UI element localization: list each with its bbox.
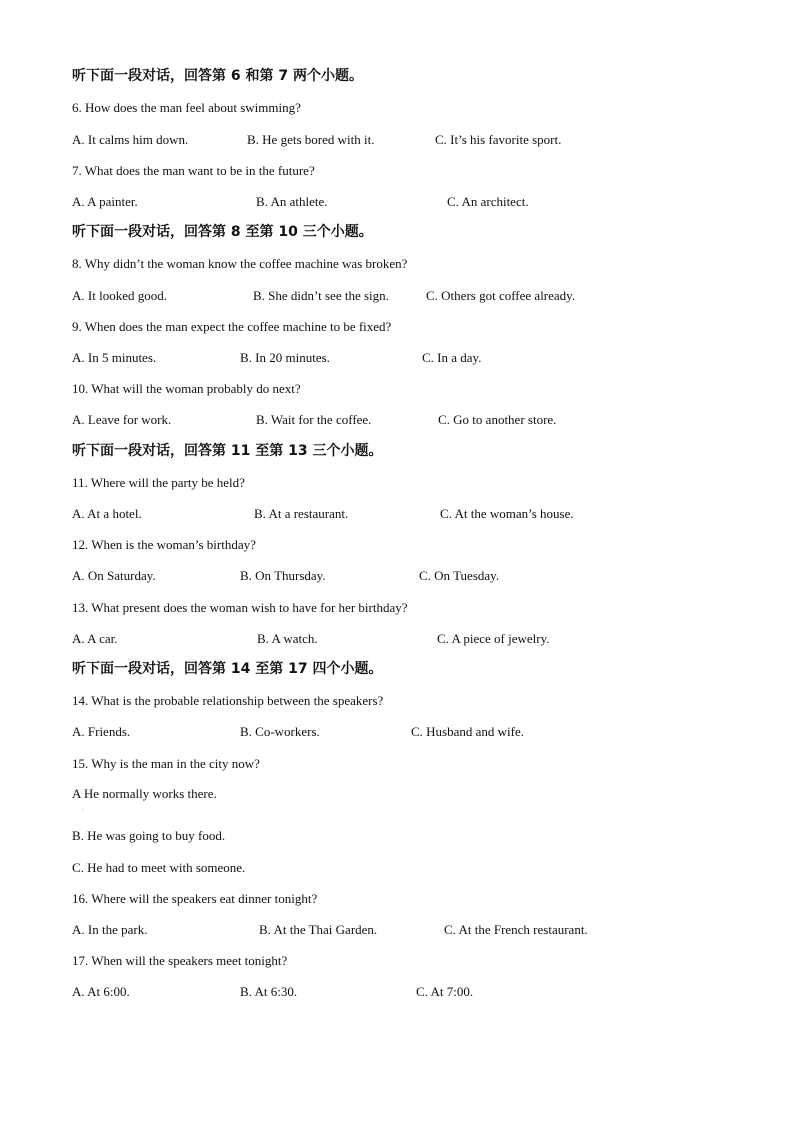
option-c: C. At the French restaurant. bbox=[444, 922, 588, 937]
option-b: B. At the Thai Garden. bbox=[259, 922, 378, 937]
question-7-stem: 7. What does the man want to be in the future? bbox=[72, 163, 315, 178]
option-b: B. Wait for the coffee. bbox=[256, 412, 372, 427]
question-11-stem: 11. Where will the party be held? bbox=[72, 475, 245, 490]
option-c: C. A piece of jewelry. bbox=[437, 631, 550, 646]
option-c: C. At 7:00. bbox=[416, 984, 474, 999]
option-b: B. In 20 minutes. bbox=[240, 350, 330, 365]
option-b: B. At 6:30. bbox=[240, 984, 298, 999]
question-16-stem: 16. Where will the speakers eat dinner tonight? bbox=[72, 891, 318, 906]
question-9-stem: 9. When does the man expect the coffee machine to be fixed? bbox=[72, 319, 392, 334]
option-c: C. An architect. bbox=[447, 194, 529, 209]
option-b: B. On Thursday. bbox=[240, 568, 326, 583]
stray-dot: . bbox=[82, 806, 84, 812]
option-a: A. At 6:00. bbox=[72, 984, 130, 999]
question-8-stem: 8. Why didn’t the woman know the coffee machine was broken? bbox=[72, 256, 408, 271]
option-a: A. It looked good. bbox=[72, 288, 167, 303]
option-c: C. On Tuesday. bbox=[419, 568, 500, 583]
question-15-stem: 15. Why is the man in the city now? bbox=[72, 756, 260, 771]
option-a: A. On Saturday. bbox=[72, 568, 156, 583]
option-b: B. A watch. bbox=[257, 631, 318, 646]
option-a: A. A car. bbox=[72, 631, 118, 646]
option-c: C. It’s his favorite sport. bbox=[435, 132, 562, 147]
section-heading: 听下面一段对话，回答第 6 和第 7 两个小题。 bbox=[72, 68, 363, 84]
section-heading: 听下面一段对话，回答第 11 至第 13 三个小题。 bbox=[72, 443, 383, 459]
option-c: C. At the woman’s house. bbox=[440, 506, 574, 521]
question-15-option-c: C. He had to meet with someone. bbox=[72, 860, 246, 875]
question-10-stem: 10. What will the woman probably do next? bbox=[72, 381, 301, 396]
option-b: B. An athlete. bbox=[256, 194, 328, 209]
option-a: A. It calms him down. bbox=[72, 132, 189, 147]
question-15-option-b: B. He was going to buy food. bbox=[72, 828, 226, 843]
option-a: A. Friends. bbox=[72, 724, 131, 739]
option-c: C. In a day. bbox=[422, 350, 482, 365]
question-13-stem: 13. What present does the woman wish to have for her birthday? bbox=[72, 600, 408, 615]
option-b: B. At a restaurant. bbox=[254, 506, 349, 521]
option-a: A. A painter. bbox=[72, 194, 138, 209]
option-c: C. Husband and wife. bbox=[411, 724, 525, 739]
question-15-option-a: A He normally works there. bbox=[72, 786, 217, 801]
option-a: A. At a hotel. bbox=[72, 506, 142, 521]
option-a: A. Leave for work. bbox=[72, 412, 172, 427]
option-b: B. Co-workers. bbox=[240, 724, 320, 739]
section-heading: 听下面一段对话，回答第 14 至第 17 四个小题。 bbox=[72, 661, 383, 677]
option-c: C. Others got coffee already. bbox=[426, 288, 576, 303]
option-c: C. Go to another store. bbox=[438, 412, 557, 427]
option-b: B. She didn’t see the sign. bbox=[253, 288, 389, 303]
question-12-stem: 12. When is the woman’s birthday? bbox=[72, 537, 256, 552]
question-17-stem: 17. When will the speakers meet tonight? bbox=[72, 953, 288, 968]
option-a: A. In the park. bbox=[72, 922, 148, 937]
option-a: A. In 5 minutes. bbox=[72, 350, 157, 365]
section-heading: 听下面一段对话，回答第 8 至第 10 三个小题。 bbox=[72, 224, 373, 240]
option-b: B. He gets bored with it. bbox=[247, 132, 375, 147]
question-6-stem: 6. How does the man feel about swimming? bbox=[72, 100, 301, 115]
question-14-stem: 14. What is the probable relationship between the speakers? bbox=[72, 693, 384, 708]
